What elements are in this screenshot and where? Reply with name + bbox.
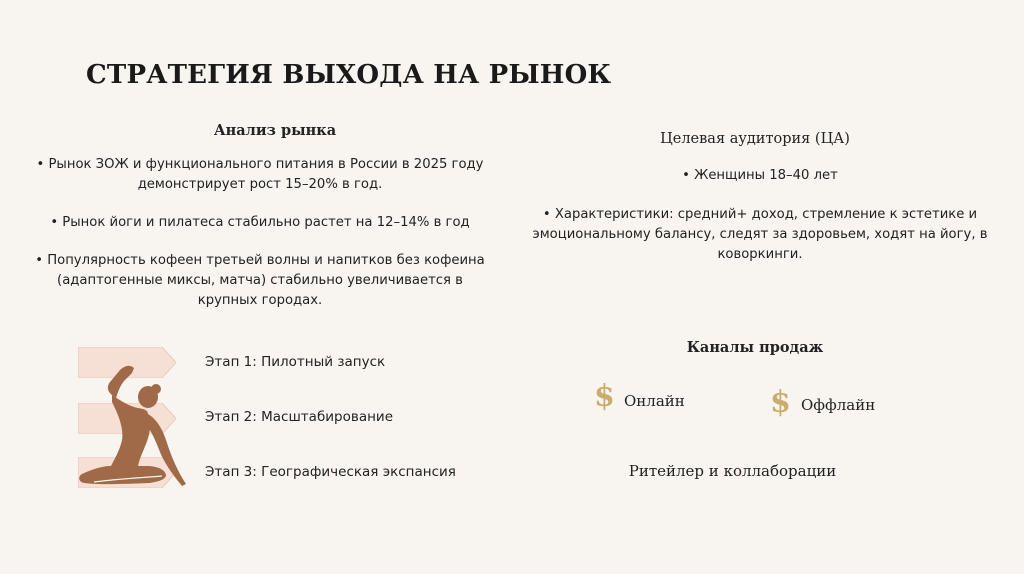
yoga-pose-illustration [76, 362, 190, 490]
target-audience-heading: Целевая аудитория (ЦА) [660, 131, 850, 147]
slide-title: СТРАТЕГИЯ ВЫХОДА НА РЫНОК [86, 60, 612, 90]
dollar-icon: $ [594, 379, 615, 414]
audience-bullet-1: • Женщины 18–40 лет [682, 168, 838, 183]
stage-2-label: Этап 2: Масштабирование [205, 409, 394, 425]
channel-offline: Оффлайн [801, 396, 876, 414]
market-analysis-heading: Анализ рынка [213, 122, 337, 139]
market-bullet-2: • Рынок йоги и пилатеса стабильно растет на 12–14% в год [50, 215, 470, 230]
stage-1-label: Этап 1: Пилотный запуск [205, 354, 386, 370]
market-bullet-1: • Рынок ЗОЖ и функционального питания в России в 2025 году демонстрирует рост 15–20% в год. [36, 157, 484, 192]
sales-channels-heading: Каналы продаж [686, 339, 824, 356]
channel-online: Онлайн [624, 392, 685, 410]
dollar-icon: $ [770, 385, 791, 420]
stage-3-label: Этап 3: Географическая экспансия [205, 464, 456, 480]
audience-bullet-2: • Характеристики: средний+ доход, стремление к эстетике и эмоциональному балансу, следят за здоровьем, ходят на йогу, в коворкинги. [532, 207, 988, 262]
market-bullet-3: • Популярность кофеен третьей волны и напитков без кофеина (адаптогенные миксы, матча) стабильно увеличивается в крупных городах. [35, 253, 485, 308]
channel-retail: Ритейлер и коллаборации [628, 462, 837, 480]
